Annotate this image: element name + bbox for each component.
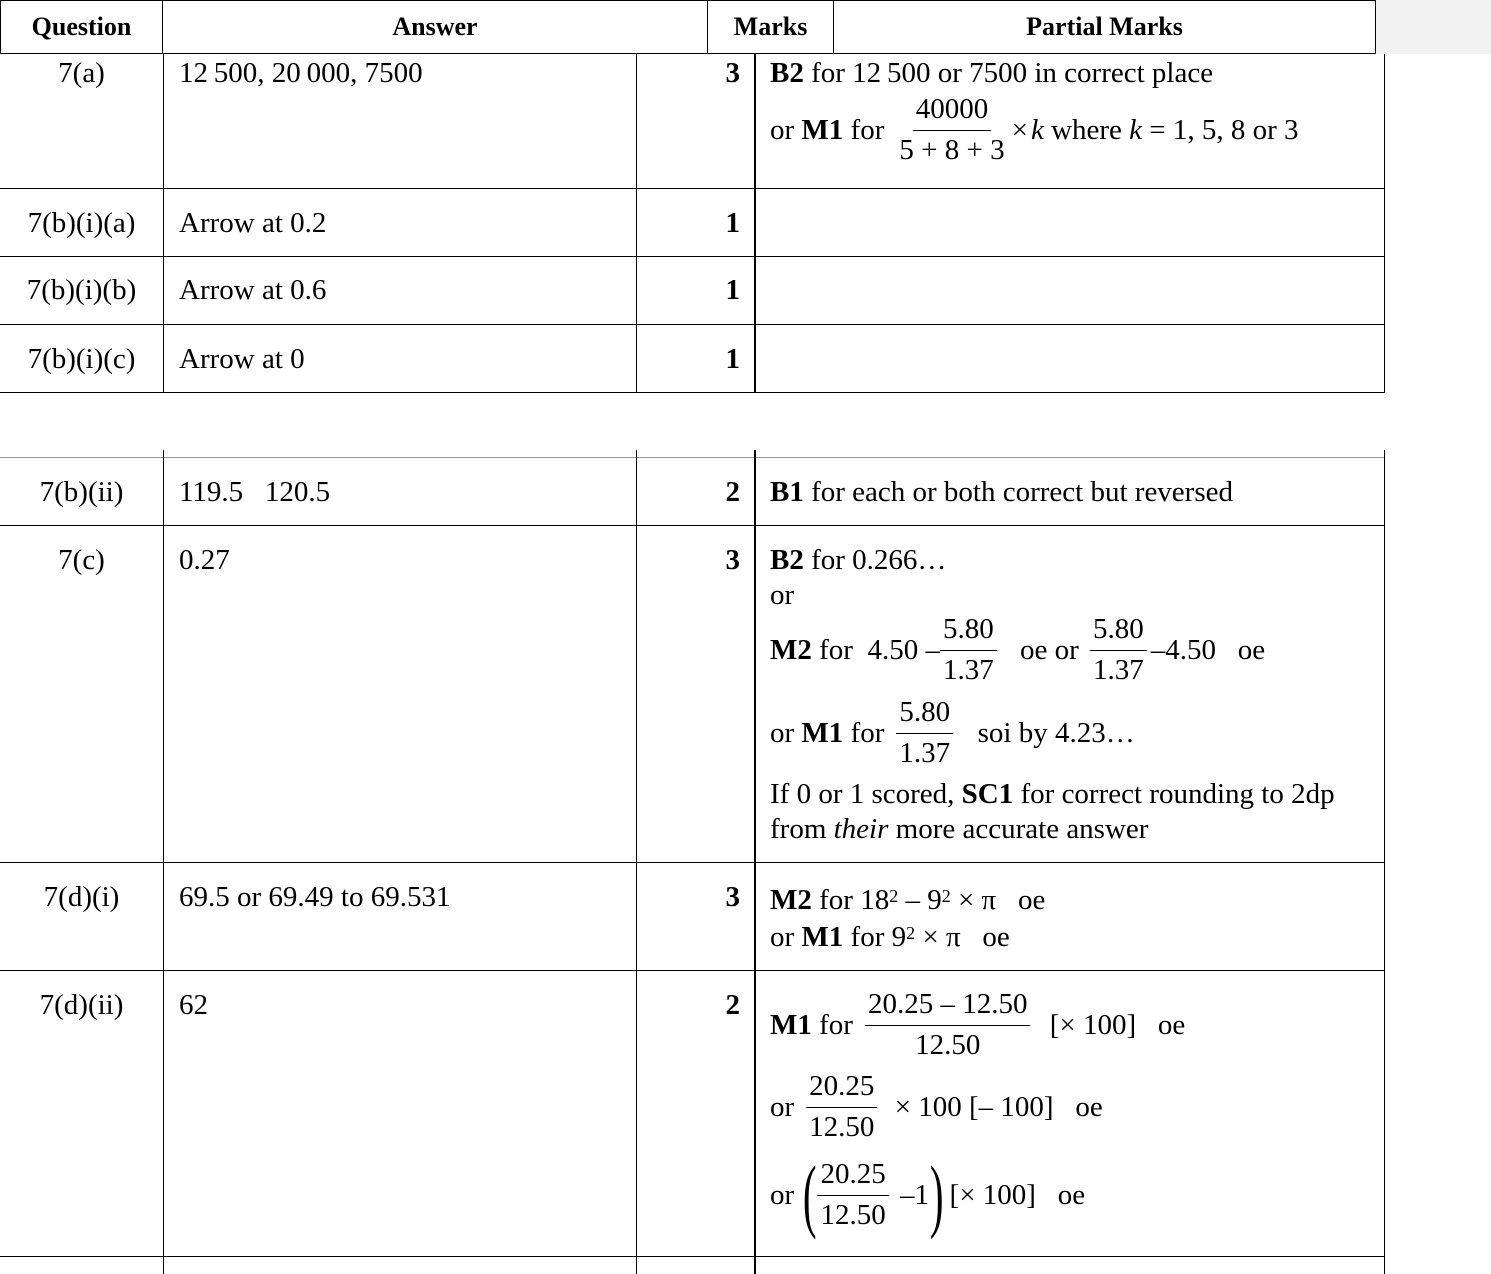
- mark-code: SC1: [961, 778, 1014, 810]
- row-divider: [0, 970, 1385, 971]
- partial-marks-line: or: [770, 579, 795, 611]
- mark-code: B2: [770, 544, 804, 576]
- question-cell: 7(c): [58, 544, 105, 576]
- fraction: [865, 989, 1031, 1062]
- marks-cell: 1: [725, 274, 740, 306]
- question-cell: 7(a): [58, 57, 105, 89]
- answer-cell: Arrow at 0.2: [179, 207, 327, 239]
- partial-text: – 9: [898, 884, 942, 916]
- emphasis-text: their: [833, 813, 889, 845]
- fraction: [896, 697, 953, 770]
- answer-cell: 69.5 or 69.49 to 69.531: [179, 881, 451, 913]
- fraction: [817, 1159, 888, 1232]
- superscript: 2: [889, 886, 899, 906]
- mark-code: M1: [801, 717, 844, 750]
- fraction: [940, 614, 997, 687]
- row-divider: [0, 392, 1385, 393]
- answer-cell: 0.27: [179, 544, 230, 576]
- partial-marks-line: [770, 777, 1335, 811]
- fraction-numerator: 5.80: [940, 614, 997, 651]
- partial-marks-line: [770, 1149, 1086, 1240]
- fraction-denominator: 1.37: [899, 736, 951, 769]
- question-cell: 7(b)(i)(c): [27, 343, 136, 375]
- partial-text: or: [770, 114, 802, 147]
- partial-text: for each or both correct but reversed: [803, 476, 1233, 508]
- question-cell: 7(b)(i)(a): [27, 207, 136, 239]
- partial-text: for 0.266…: [803, 544, 947, 576]
- partial-text: –1: [892, 1179, 929, 1211]
- marks-cell: 3: [725, 881, 740, 913]
- answer-cell: Arrow at 0: [179, 343, 305, 375]
- grid-line: [163, 54, 164, 393]
- fraction-numerator: 5.80: [1090, 614, 1147, 651]
- question-cell: 7(b)(i)(b): [26, 274, 137, 306]
- row-divider: [0, 862, 1385, 863]
- partial-marks-line: [770, 614, 1265, 687]
- partial-text: or: [770, 921, 802, 953]
- fraction-denominator: 5 + 8 + 3: [899, 133, 1005, 166]
- partial-marks-line: [770, 697, 1135, 770]
- marks-cell: 1: [725, 207, 740, 239]
- partial-text: for: [843, 717, 885, 750]
- answer-cell: 119.5 120.5: [179, 476, 331, 508]
- partial-text: [× 100] oe: [942, 1179, 1086, 1211]
- marks-cell: 2: [725, 476, 740, 508]
- partial-text: or: [770, 1091, 795, 1124]
- fraction: [1090, 614, 1147, 687]
- header-marks: Marks: [707, 0, 834, 54]
- mark-code: M2: [770, 884, 812, 916]
- fraction-numerator: 40000: [913, 94, 992, 131]
- right-parenthesis: ): [929, 1149, 944, 1240]
- partial-text: soi by 4.23…: [963, 717, 1135, 750]
- partial-marks-line: [770, 543, 946, 577]
- fraction: [896, 94, 1007, 167]
- fraction-numerator: 20.25: [817, 1159, 888, 1196]
- partial-text: for: [843, 114, 885, 147]
- partial-text: × π oe: [950, 884, 1046, 916]
- partial-text: more accurate answer: [888, 813, 1149, 845]
- partial-text: or: [770, 717, 802, 750]
- left-parenthesis: (: [803, 1149, 817, 1240]
- partial-text: for 4.50 –: [811, 634, 940, 667]
- partial-text: for 9: [843, 921, 907, 953]
- header-partial-marks: Partial Marks: [833, 0, 1376, 54]
- partial-marks-line: [770, 920, 1010, 954]
- partial-text: × π oe: [915, 921, 1010, 953]
- partial-text: for correct rounding to 2dp: [1013, 778, 1335, 810]
- partial-text: for 12 500 or 7500 in correct place: [803, 57, 1214, 89]
- answer-cell: Arrow at 0.6: [179, 274, 327, 306]
- partial-marks-line: [770, 475, 1233, 509]
- fraction-denominator: 1.37: [1092, 653, 1144, 686]
- variable-k: k: [1030, 114, 1044, 147]
- partial-marks-line: [770, 94, 1299, 167]
- marks-cell: 3: [725, 544, 740, 576]
- superscript: 2: [941, 886, 951, 906]
- row-divider: [0, 188, 1385, 189]
- marks-cell: 1: [725, 343, 740, 375]
- partial-text: oe or: [1012, 634, 1086, 667]
- mark-code: B2: [770, 57, 804, 89]
- partial-text: from: [770, 813, 834, 845]
- question-cell: 7(d)(i): [43, 881, 120, 913]
- mark-code: M1: [801, 921, 844, 953]
- row-divider: [0, 1256, 1385, 1257]
- fraction-denominator: 12.50: [809, 1110, 875, 1143]
- fraction-numerator: 20.25: [806, 1071, 877, 1108]
- mark-code: M1: [801, 114, 844, 147]
- row-divider: [0, 457, 1385, 458]
- grid-line: [754, 54, 756, 393]
- fraction: [806, 1071, 877, 1144]
- partial-text: –4.50 oe: [1150, 634, 1266, 667]
- grid-line: [636, 54, 637, 393]
- partial-text: = 1, 5, 8 or 3: [1142, 114, 1299, 147]
- partial-text: for: [811, 1009, 853, 1042]
- question-cell: 7(d)(ii): [39, 989, 124, 1021]
- partial-marks-line: [770, 989, 1185, 1062]
- header-strip: [1376, 0, 1491, 54]
- partial-text: [× 100] oe: [1042, 1009, 1186, 1042]
- grid-line: [1384, 54, 1385, 393]
- mark-code: M1: [770, 1009, 812, 1042]
- partial-marks-line: [770, 56, 1213, 90]
- partial-text: where: [1043, 114, 1130, 147]
- fraction-numerator: 5.80: [896, 697, 953, 734]
- mark-code: M2: [770, 634, 812, 667]
- question-cell: 7(b)(ii): [39, 476, 124, 508]
- fraction-denominator: 12.50: [820, 1198, 886, 1231]
- partial-text: × 100 [– 100] oe: [887, 1091, 1103, 1124]
- row-divider: [0, 525, 1385, 526]
- fraction-denominator: 1.37: [942, 653, 994, 686]
- partial-text: for 18: [811, 884, 890, 916]
- partial-marks-line: [770, 883, 1045, 917]
- mark-code: B1: [770, 476, 804, 508]
- marks-cell: 2: [725, 989, 740, 1021]
- partial-marks-line: [770, 812, 1148, 846]
- fraction-denominator: 12.50: [915, 1028, 981, 1061]
- partial-marks-line: [770, 1071, 1103, 1144]
- answer-cell: 12 500, 20 000, 7500: [179, 57, 423, 89]
- variable-k: k: [1129, 114, 1143, 147]
- times-symbol: ×: [1011, 114, 1028, 147]
- partial-text: or: [770, 1179, 795, 1211]
- partial-text: If 0 or 1 scored,: [770, 778, 962, 810]
- fraction-numerator: 20.25 – 12.50: [865, 989, 1031, 1026]
- marks-cell: 3: [725, 57, 740, 89]
- row-divider: [0, 256, 1385, 257]
- row-divider: [0, 324, 1385, 325]
- header-answer: Answer: [162, 0, 708, 54]
- superscript: 2: [906, 923, 916, 943]
- header-question: Question: [0, 0, 163, 54]
- answer-cell: 62: [179, 989, 208, 1021]
